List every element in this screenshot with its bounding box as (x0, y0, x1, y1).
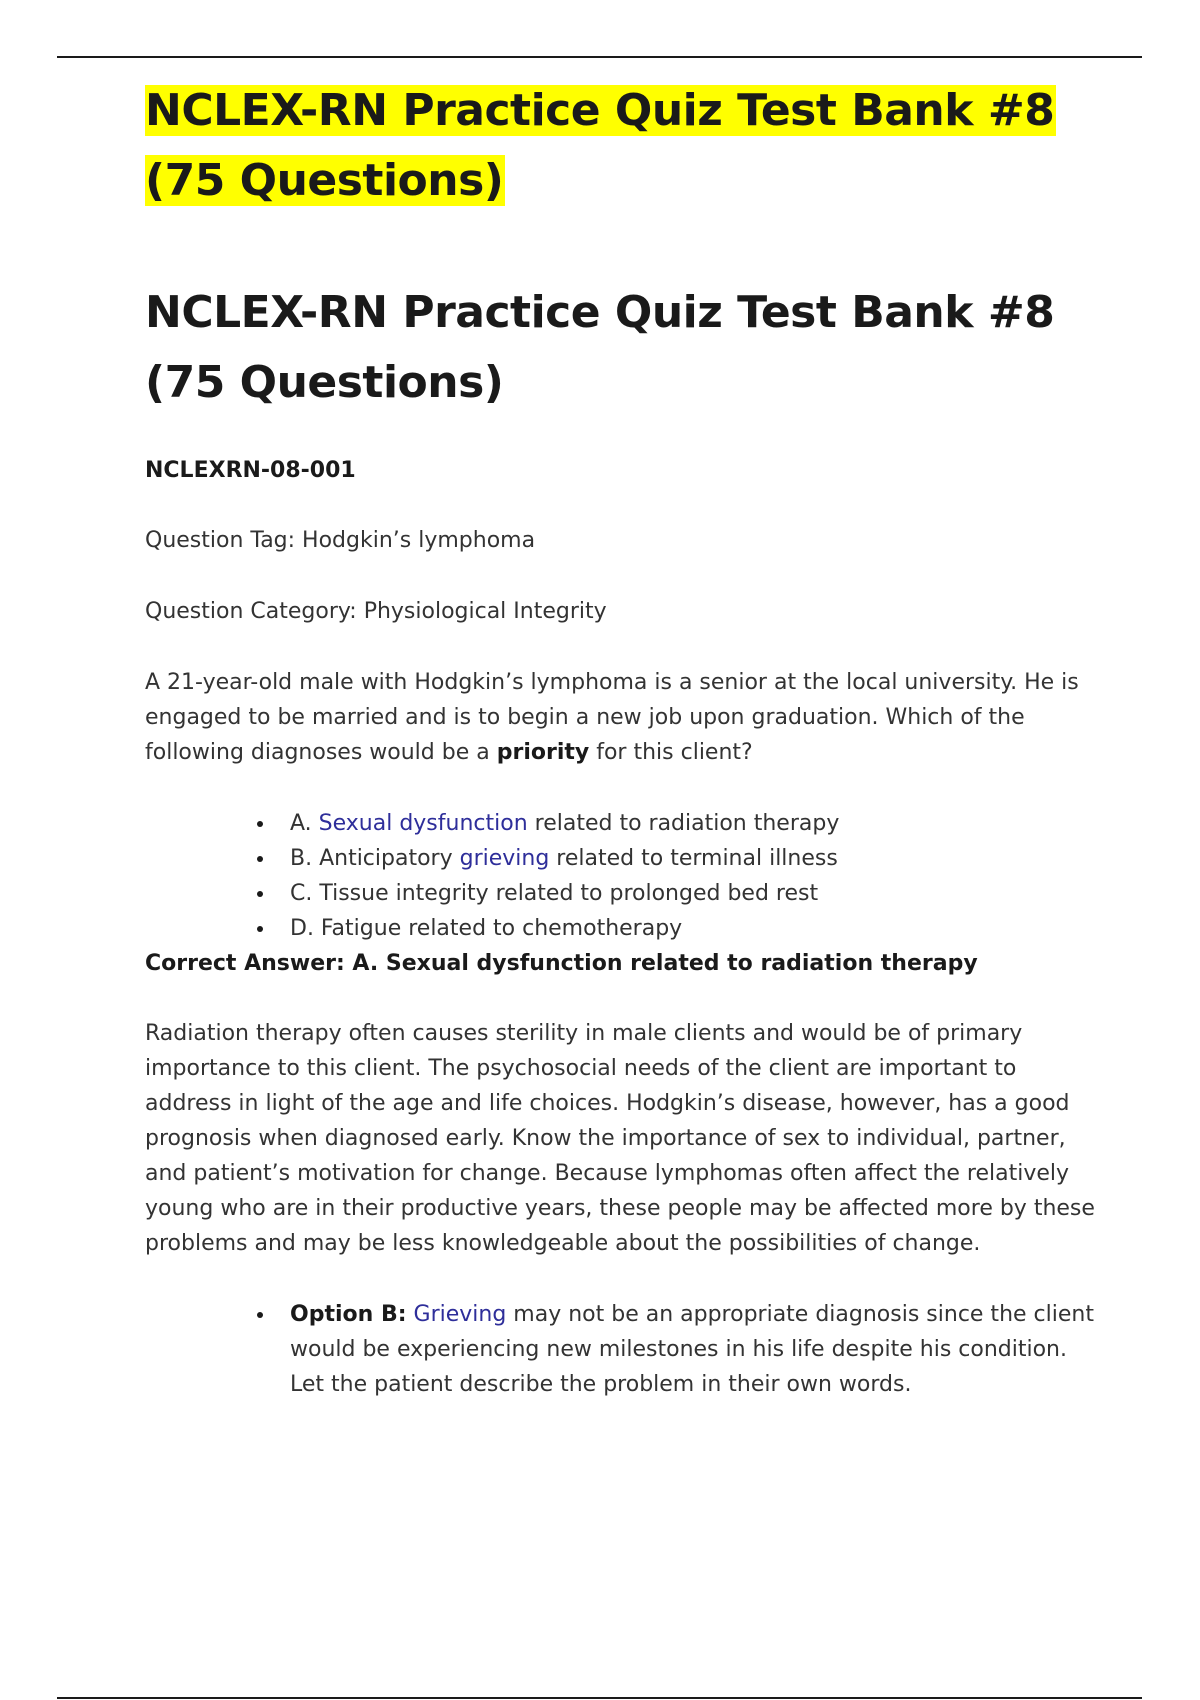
option-a-rest: related to radiation therapy (527, 811, 840, 836)
option-b-link[interactable]: grieving (459, 846, 550, 871)
highlighted-title-line1: NCLEX-RN Practice Quiz Test Bank #8 (145, 85, 1055, 136)
option-b-explanation-text: may not be an appropriate diagnosis since the client would be experiencing new milestones in his life despite his condition. Let the patient describe the problem in their own words. (290, 1302, 1094, 1397)
option-b (290, 841, 1095, 876)
option-b-explanation-label: Option B: (290, 1302, 407, 1327)
option-b-prefix: B. Anticipatory (290, 846, 460, 871)
highlighted-title-line2: (75 Questions) (145, 155, 504, 206)
option-explanations-list (145, 1297, 1095, 1402)
option-a-link[interactable]: Sexual dysfunction (318, 811, 528, 836)
question-id: NCLEXRN-08-001 (145, 458, 356, 483)
option-b-rest: related to terminal illness (549, 846, 838, 871)
stem-text-before: A 21-year-old male with Hodgkin’s lymphoma is a senior at the local university. He is engaged to be married and is to begin a new job upon graduation. Which of the following diagnoses would be a (145, 670, 1079, 765)
answer-options-list (145, 806, 1095, 946)
option-d: D. Fatigue related to chemotherapy (290, 911, 1095, 946)
option-c: C. Tissue integrity related to prolonged bed rest (290, 876, 1095, 911)
top-rule (57, 56, 1142, 58)
question-category: Question Category: Physiological Integrity (145, 599, 607, 624)
rationale-paragraph: Radiation therapy often causes sterility in male clients and would be of primary importance to this client. The psychosocial needs of the client are important to address in light of the age and life choices. Hodgkin’s disease, however, has a good prognosis when diagnosed early. Know the importance of sex to individual, partner, and patient’s motivation for change. Because lymphomas often affect the relatively young who are in their productive years, these people may be affected more by these problems and may be less knowledgeable about the possibilities of change. (145, 1021, 1095, 1256)
question-stem (145, 665, 1095, 770)
option-b-explanation-link[interactable]: Grieving (413, 1302, 507, 1327)
page-title (145, 278, 1095, 418)
stem-emphasis: priority (496, 740, 590, 765)
option-a (290, 806, 1095, 841)
page-title-line2: (75 Questions) (145, 357, 504, 408)
option-b-explanation (290, 1297, 1095, 1402)
option-a-prefix: A. (290, 811, 319, 836)
highlighted-title (145, 76, 1095, 216)
bottom-rule (57, 1697, 1142, 1699)
page-title-line1: NCLEX-RN Practice Quiz Test Bank #8 (145, 287, 1055, 338)
correct-answer: Correct Answer: A. Sexual dysfunction related to radiation therapy (145, 951, 978, 976)
stem-text-after: for this client? (589, 740, 753, 765)
document-body (145, 76, 1095, 1402)
question-tag: Question Tag: Hodgkin’s lymphoma (145, 528, 536, 553)
